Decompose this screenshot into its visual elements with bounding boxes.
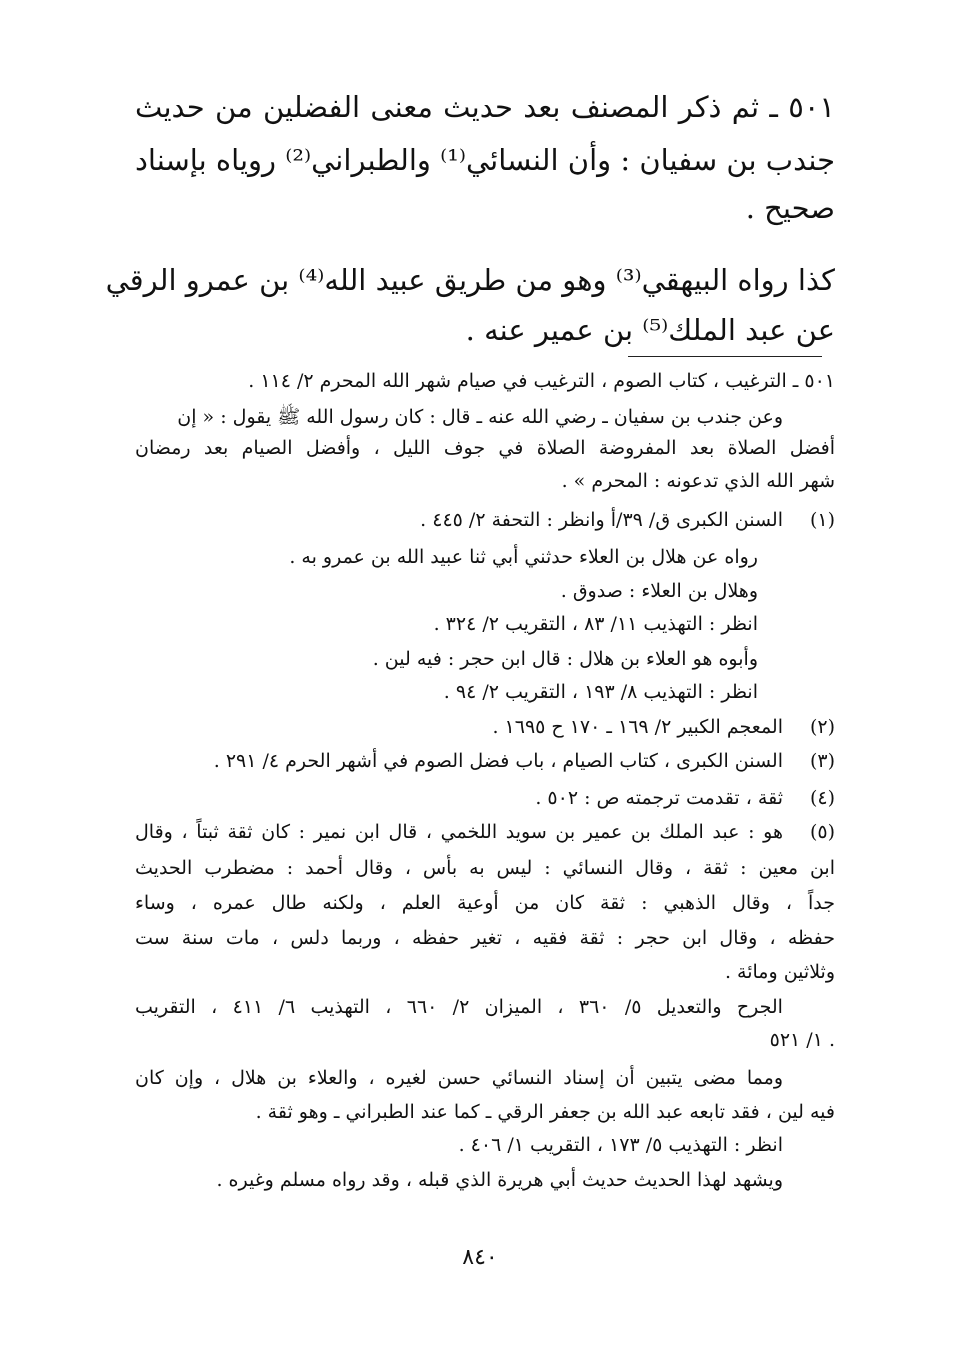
footnote-line: وهلال بن العلاء : صدوق . <box>560 580 758 602</box>
footnote-line: المعجم الكبير ٢/ ١٦٩ ـ ١٧٠ ح ١٦٩٥ . <box>492 716 783 738</box>
footnote-line: انظر : التهذيب ٥/ ١٧٣ ، التقريب ١/ ٤٠٦ . <box>458 1134 783 1156</box>
footnote-marker: (٤) <box>809 787 835 809</box>
main-text-line: كذا رواه البيهقي⁽³⁾ وهو من طريق عبيد الله⁽⁴⁾ بن عمرو الرقي <box>105 263 835 297</box>
page-number: ٨٤٠ <box>462 1245 498 1270</box>
footnote-marker: (٣) <box>809 750 835 772</box>
main-text-line: جندب بن سفيان : وأن النسائي⁽¹⁾ والطبراني⁽²⁾ روياه بإسناد <box>134 143 835 177</box>
footnote-marker: (٢) <box>809 716 835 738</box>
footnote-line: وثلاثين ومائة . <box>724 961 835 983</box>
footnote-line: السنن الكبرى ق/ ٣٩/أ وانظر : التحفة ٢/ ٤٤٥ . <box>420 509 783 531</box>
footnote-line: أفضل الصلاة بعد المفروضة الصلاة في جوف الليل ، وأفضل الصيام بعد رمضان <box>135 437 835 459</box>
main-text-line: صحيح . <box>745 191 835 225</box>
footnote-line: ١/ ٥٢١ . <box>769 1029 835 1051</box>
footnote-line: فيه لين ، فقد تابعه عبد الله بن جعفر الرقي ـ كما عند الطبراني ـ وهو ثقة . <box>255 1101 835 1123</box>
footnote-line: انظر : التهذيب ٨/ ١٩٣ ، التقريب ٢/ ٩٤ . <box>443 681 758 703</box>
footnote-line: ومما مضى يتبين أن إسناد النسائي حسن لغيره ، والعلاء بن هلال ، وإن كان <box>135 1067 783 1089</box>
footnote-marker: (٥) <box>809 821 835 843</box>
footnote-line: جداً ، وقال الذهبي : ثقة كان من أوعية العلم ، ولكنه طال عمره ، وساء <box>135 892 835 914</box>
footnote-marker: (١) <box>809 509 835 531</box>
footnote-line: السنن الكبرى ، كتاب الصيام ، باب فضل الصوم في أشهر الحرم ٤/ ٢٩١ . <box>213 750 783 772</box>
footnote-line: ثقة ، تقدمت ترجمته ص : ٥٠٢ . <box>535 787 783 809</box>
footnote-line: ابن معين : ثقة ، وقال النسائي : ليس به بأس ، وقال أحمد : مضطرب الحديث <box>135 857 835 879</box>
footnote-line: ويشهد لهذا الحديث حديث أبي هريرة الذي قبله ، وقد رواه مسلم وغيره . <box>216 1169 783 1191</box>
footnote-line: هو : عبد الملك بن عمير بن سويد اللخمي ، قال ابن نمير : كان ثقة ثبتاً ، وقال <box>135 821 783 843</box>
main-text-line: ٥٠١ ـ ثم ذكر المصنف بعد حديث معنى الفضلين من حديث <box>135 90 835 124</box>
footnote-line: حفظه ، وقال ابن حجر : ثقة فقيه ، تغير حفظه ، وربما دلس ، مات سنة ست <box>135 927 835 949</box>
footnote-line: شهر الله الذي تدعونه : المحرم » . <box>561 470 835 492</box>
footnote-separator <box>628 356 822 357</box>
footnote-line: وعن جندب بن سفيان ـ رضي الله عنه ـ قال : كان رسول الله ﷺ يقول : « إن <box>177 406 783 428</box>
footnote-line: رواه عن هلال بن العلاء حدثني أبي ثنا عبيد الله بن عمرو به . <box>289 546 758 568</box>
footnote-line: انظر : التهذيب ١١/ ٨٣ ، التقريب ٢/ ٣٢٤ . <box>433 613 758 635</box>
footnote-line: ٥٠١ ـ الترغيب ، كتاب الصوم ، الترغيب في صيام شهر الله المحرم ٢/ ١١٤ . <box>248 370 835 392</box>
main-text-line: عن عبد الملك⁽⁵⁾ بن عمير عنه . <box>465 313 835 347</box>
footnote-line: وأبوه هو العلاء بن هلال : قال ابن حجر : فيه لين . <box>372 648 758 670</box>
footnote-line: الجرح والتعديل ٥/ ٣٦٠ ، الميزان ٢/ ٦٦٠ ، التهذيب ٦/ ٤١١ ، التقريب <box>135 996 783 1018</box>
